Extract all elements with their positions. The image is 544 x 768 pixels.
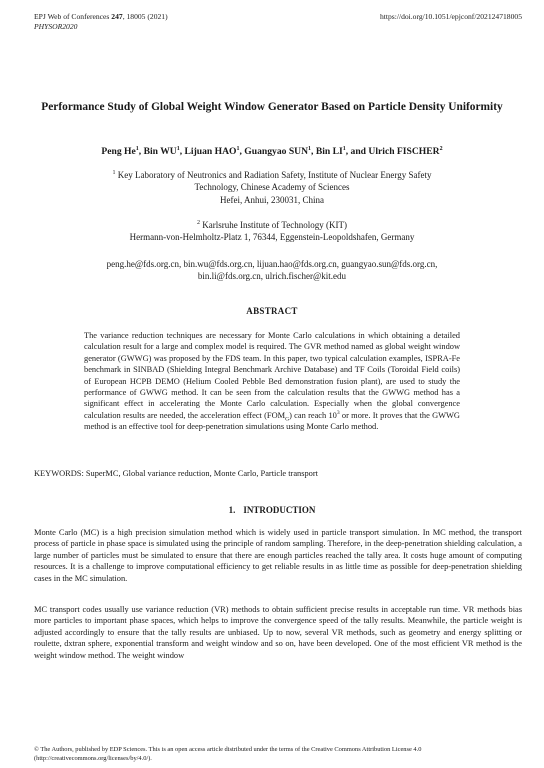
author: Ulrich FISCHER$^2$ — [368, 145, 443, 157]
paragraph: Monte Carlo (MC) is a high precision simulation method which is widely used in particle transport simulation. In MC method, the transport process of particle in phase space is simulated using the principle of random sampling. Therefore, in the deep-penetration shielding calculation, a large number of particles must be simulated to ensure that there are enough particles reached the tally area. It costs huge amount of computing resources. It is a challenge to improve computational efficiency to get reliable results in as little time as possible for deep-penetration shielding cases in the MC simulation. — [34, 528, 522, 583]
author: Bin $LI^1$ — [315, 145, 346, 157]
journal-line — [34, 12, 168, 22]
section-heading-introduction: 1. INTRODUCTION — [228, 505, 316, 515]
conference-name: PHYSOR2020 — [34, 22, 78, 31]
journal-name: EPJ Web of Conferences — [34, 12, 110, 21]
abstract-body: The variance reduction techniques are necessary for Monte Carlo calculations in which obtaining a detailed calculation result for a large and complex model is required. The GVR method named as global weight window generator (GWWG) was proposed by the FDS team. In this paper, two typical calculation examples, ISPRA-Fe benchmark in SINBAD (Shielding Integral Benchmark Archive Database) and TF Coils (Toroidal Field coils) of European HCPB DEMO (Helium Cooled Pebble Bed demonstration fusion plant), are used to study the performance of GWWG method. It can be seen from the calculation results that the GWWG method has a significant effect in accelerating the Monte Carlo calculation. Especially when the global convergence calculation results are needed, the acceleration effect $(FOM_G)$ can reach $10^3$ or more. It proves that the GWWG method is an effective tool for deep-penetration simulations using Monte Carlo method. — [84, 331, 460, 432]
author: Guangyao SUN$^1$ — [244, 145, 312, 157]
license-footer: © The Authors, published by EDP Sciences. This is an open access article distributed under the terms of the Creative Commons Attribution License 4.0 (http://creativecommons.org/licenses/by/4.0/). — [34, 746, 422, 762]
author: Lijuan HAO$^1$ — [184, 145, 240, 157]
paper-title: Performance Study of Global Weight Window Generator Based on Particle Density Uniformity — [41, 101, 503, 113]
doi-link[interactable]: https://doi.org/10.1051/epjconf/202124718005 — [379, 12, 522, 21]
abstract-heading: ABSTRACT — [246, 306, 298, 316]
paragraph: MC transport codes usually use variance reduction (VR) methods to obtain sufficient precise results in acceptable run time. VR methods bias more particles to important phase spaces, which helps to improve the convergence speed of the tally results. Meanwhile, the particle weight is adjusted accordingly to ensure that the tally results are unbiased. Up to now, several VR methods, such as geometry and energy splitting or roulette, dxtran sphere, exponential transform and weight window and so on, have been developed. One of the most efficient VR method is the weight window method. The weight window — [34, 605, 522, 660]
author: Bin $WU^1$ — [143, 145, 180, 157]
keywords: KEYWORDS: SuperMC, Global variance reduction, Monte Carlo, Particle transport — [34, 469, 318, 478]
affiliation-1: $^1$ Key Laboratory of Neutronics and Radiation Safety, Institute of Nuclear Energy Safety Technology, Chinese Academy of Sciences Hefei, Anhui, 230031, China — [112, 170, 432, 205]
journal-volume: 247 — [111, 12, 123, 21]
article-number: , 18005 (2021) — [122, 12, 168, 21]
author-emails: peng.he@fds.org.cn, bin.wu@fds.org.cn, lijuan.hao@fds.org.cn, guangyao.sun@fds.org.cn, bin.li@fds.org.cn, ulrich.fischer@kit.edu — [106, 259, 438, 282]
author: Peng He$^1$ — [101, 145, 139, 157]
running-header — [34, 12, 168, 32]
author-list: Peng He$^1$, Bin $WU^1$, Lijuan HAO$^1$, Guangyao SUN$^1$, Bin $LI^1$, and Ulrich FISCHER$^2$ — [101, 145, 443, 157]
affiliation-2: $^2$ Karlsruhe Institute of Technology (KIT) Hermann-von-Helmholtz-Platz 1, 76344, Eggenstein-Leopoldshafen, Germany — [129, 220, 415, 243]
